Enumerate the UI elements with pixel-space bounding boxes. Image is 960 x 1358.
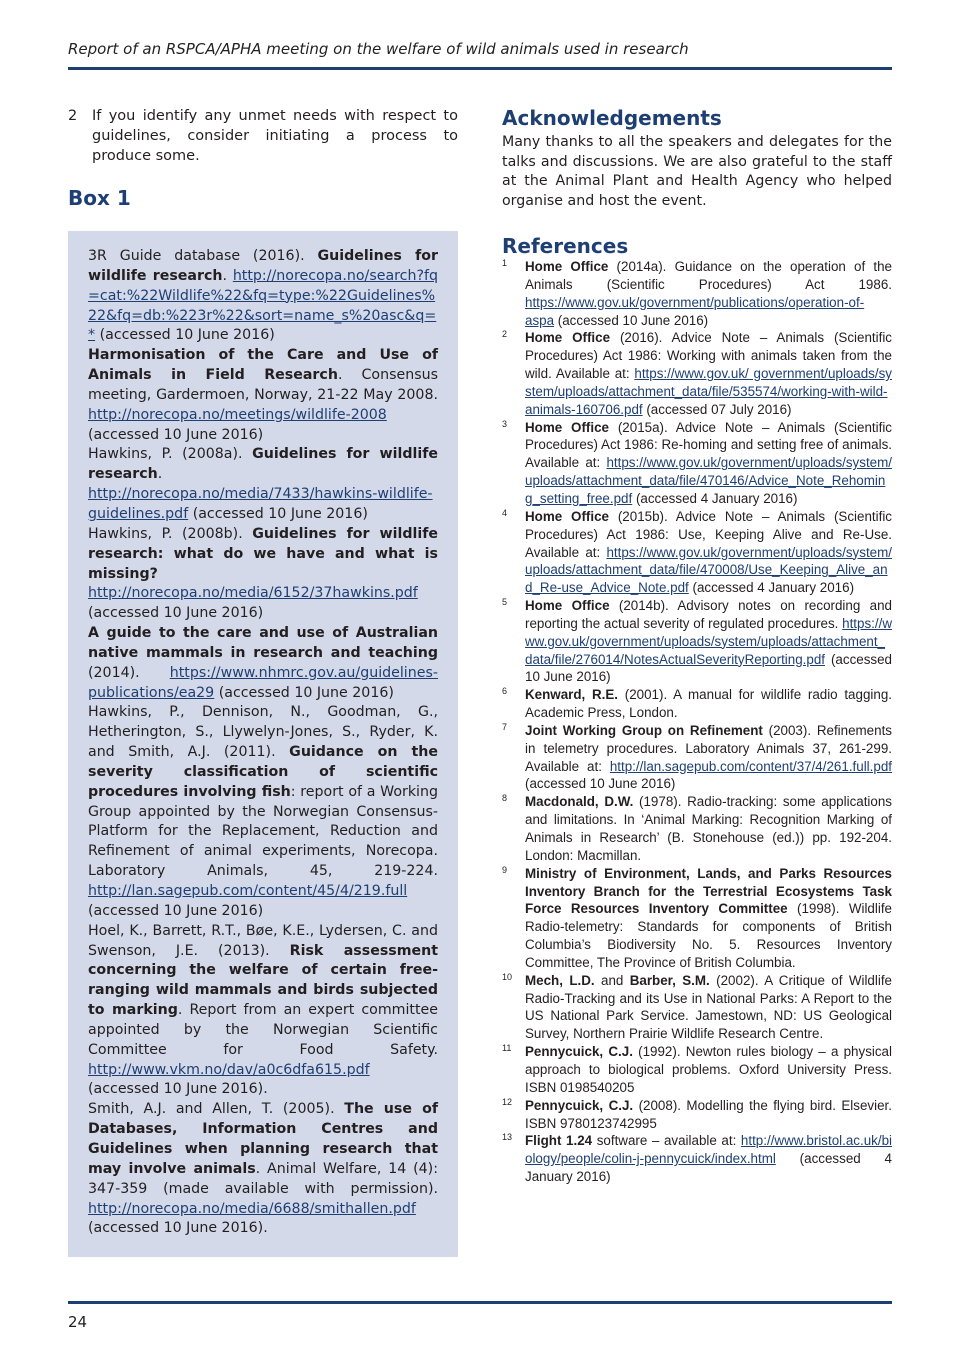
list-number: 2 [68,108,78,124]
reference-link[interactable]: http://norecopa.no/media/7433/hawkins-wildlife-guidelines.pdf [88,486,433,522]
reference-link[interactable]: http://norecopa.no/media/6688/smithallen.pdf [88,1200,416,1217]
reference-item: 6 Kenward, R.E. (2001). A manual for wildlife radio tagging. Academic Press, London. [502,686,892,721]
reference-link[interactable]: https://www.gov.uk/government/uploads/system/uploads/attachment_data/file/276014/NotesActualSeverityReporting.pdf [525,615,892,667]
reference-link[interactable]: https://www.gov.uk/government/uploads/system/uploads/attachment_data/file/470146/Advice_Note_Rehoming_setting_free.pdf [525,455,892,506]
reference-link[interactable]: https://www.nhmrc.gov.au/guidelines-publications/ea29 [88,664,438,701]
acknowledgements-heading: Acknowledgements [502,106,722,130]
footer-rule [68,1301,892,1304]
box-entry: Hawkins, P. (2008b). Guidelines for wildlife research: what do we have and what is missing? http://norecopa.no/media/6152/37hawkins.pdf (accessed 10 June 2016) [88,525,438,622]
reference-link[interactable]: https://www.gov.uk/government/publications/operation-of-aspa [525,294,865,328]
reference-item: 9 Ministry of Environment, Lands, and Parks Resources Inventory Branch for the Terrestrial Ecosystems Task Force Resources Inventory Committee (1998). Wildlife Radio-telemetry: Standards for components of British Columbia’s Biodiversity No. 5. Resources Inventory Committee, The Province of British Columbia. [502,864,892,970]
reference-item: 4 Home Office (2015b). Advice Note – Animals (Scientific Procedures) Act 1986: Use, Keeping Alive and Re-Use. Available at: https://www.gov.uk/government/uploads/system/uploads/attachment_data/file/470008/Use_Keeping_Alive_and_Re-use_Advice_Note.pdf (accessed 4 January 2016) [502,507,893,596]
reference-item: 7 Joint Working Group on Refinement (2003). Refinements in telemetry procedures. Laboratory Animals 37, 261-299. Available at: http://lan.sagepub.com/content/37/4/261.full.pdf (accessed 10 June 2016) [502,721,892,792]
reference-link[interactable]: https://www.gov.uk/government/uploads/system/uploads/attachment_data/file/470008/Use_Keeping_Alive_and_Re-use_Advice_Note.pdf [525,544,892,596]
box-entry: A guide to the care and use of Australian native mammals in research and teaching (2014). https://www.nhmrc.gov.au/guidelines-publications/ea29 (accessed 10 June 2016) [88,625,438,701]
box-entry: Smith, A.J. and Allen, T. (2005). The use of Databases, Information Centres and Guidelines when planning research that may involve animals. Animal Welfare, 14 (4): 347-359 (made available with permission). http://norecopa.no/media/6688/smithallen.pdf (accessed 10 June 2016). [88,1101,438,1237]
reference-link[interactable]: http://www.vkm.no/dav/a0c6dfa615.pdf [88,1061,370,1078]
reference-link[interactable]: http://norecopa.no/media/6152/37hawkins.pdf [88,585,418,602]
box-entry: Harmonisation of the Care and Use of Animals in Field Research. Consensus meeting, Gardermoen, Norway, 21-22 May 2008. http://norecopa.no/meetings/wildlife-2008 (accessed 10 June 2016) [88,347,438,443]
reference-link[interactable]: http://lan.sagepub.com/content/37/4/261.full.pdf [609,758,892,774]
reference-item: 5 Home Office (2014b). Advisory notes on recording and reporting the actual severity of regulated procedures. https://www.gov.uk/government/uploads/system/uploads/attachment_data/file/276014/NotesActualSeverityReporting.pdf (accessed 10 June 2016) [502,597,892,685]
box-entry: Hawkins, P. (2008a). Guidelines for wildlife research. http://norecopa.no/media/7433/hawkins-wildlife-guidelines.pdf (accessed 10 June 2016) [88,446,438,522]
reference-item: 13 Flight 1.24 software – available at: http://www.bristol.ac.uk/biology/people/colin-j-pennycuick/index.html (accessed 4 January 2016) [502,1132,892,1185]
running-header: Report of an RSPCA/APHA meeting on the welfare of wild animals used in research [68,40,689,58]
reference-link[interactable]: https://www.gov.uk/ government/uploads/system/uploads/attachment_data/file/535574/working-with-wild-animals-160706.pdf [525,366,892,417]
references-list [502,258,892,1186]
reference-item: 2 Home Office (2016). Advice Note – Animals (Scientific Procedures) Act 1986: Working with animals taken from the wild. Available at: https://www.gov.uk/ government/uploads/system/uploads/attachment_data/file/535574/working-with-wild-animals-160706.pdf (accessed 07 July 2016) [502,329,892,417]
reference-item: 8 Macdonald, D.W. (1978). Radio-tracking: some applications and limitations. In ‘Animal Marking: Recognition Marking of Animals in Research’ (B. Stonehouse (ed.)) pp. 192-204. London: Macmillan. [502,793,892,863]
acknowledgements-text: Many thanks to all the speakers and delegates for the talks and discussions. We are also grateful to the staff at the Animal Plant and Health Agency who helped organise and host the event. [502,134,892,210]
list-item [68,106,458,166]
page-number: 24 [68,1313,88,1331]
left-column [68,106,458,166]
reference-link[interactable]: http://www.bristol.ac.uk/biology/people/colin-j-pennycuick/index.html [525,1133,892,1167]
box-title: Box 1 [68,186,131,210]
list-item-text: If you identify any unmet needs with respect to guidelines, consider initiating a process to produce some. [92,108,458,164]
reference-link[interactable]: http://norecopa.no/meetings/wildlife-2008 [88,406,387,423]
box-entry: Hoel, K., Barrett, R.T., Bøe, K.E., Lydersen, C. and Swenson, J.E. (2013). Risk assessment concerning the welfare of certain free-ranging wild mammals and birds subjected to marking. Report from an expert committee appointed by the Norwegian Scientific Committee for Food Safety. http://www.vkm.no/dav/a0c6dfa615.pdf (accessed 10 June 2016). [88,922,438,1098]
reference-item: 1 Home Office (2014a). Guidance on the operation of the Animals (Scientific Procedures) Act 1986. https://www.gov.uk/government/publications/operation-of-aspa (accessed 10 June 2016) [502,258,892,328]
references-heading: References [502,234,629,258]
box-entry: 3R Guide database (2016). Guidelines for wildlife research. http://norecopa.no/search?fq=cat:%22Wildlife%22&fq=type:%22Guidelines%22&fq=db:%223r%22&sort=name_s%20asc&q=* (accessed 10 June 2016) [88,248,438,344]
reference-item: 12 Pennycuick, C.J. (2008). Modelling the flying bird. Elsevier. ISBN 9780123742995 [502,1096,892,1131]
header-rule [68,67,892,70]
box-1-panel [68,231,458,1257]
reference-link[interactable]: http://norecopa.no/search?fq=cat:%22Wildlife%22&fq=type:%22Guidelines%22&fq=db:%223r%22&sort=name_s%20asc&q=* [88,267,438,344]
box-entry: Hawkins, P., Dennison, N., Goodman, G., Hetherington, S., Llywelyn-Jones, S., Ryder, K. and Smith, A.J. (2011). Guidance on the severity classification of scientific procedures involving fish: report of a Working Group appointed by the Norwegian Consensus-Platform for the Replacement, Reduction and Refinement of animal experiments, Norecopa. Laboratory Animals, 45, 219-224. http://lan.sagepub.com/content/45/4/219.full (accessed 10 June 2016) [88,704,438,919]
reference-item: 10 Mech, L.D. and Barber, S.M. (2002). A Critique of Wildlife Radio-Tracking and its Use in National Parks: A Report to the US National Park Service. Jamestown, ND: US Geological Survey, Northern Prairie Wildlife Research Centre. [502,971,892,1042]
reference-item: 11 Pennycuick, C.J. (1992). Newton rules biology – a physical approach to biological problems. Oxford University Press. ISBN 0198540205 [502,1043,892,1095]
reference-item: 3 Home Office (2015a). Advice Note – Animals (Scientific Procedures) Act 1986: Re-homing and setting free of animals. Available at: https://www.gov.uk/government/uploads/system/uploads/attachment_data/file/470146/Advice_Note_Rehoming_setting_free.pdf (accessed 4 January 2016) [502,418,893,506]
reference-link[interactable]: http://lan.sagepub.com/content/45/4/219.full [88,883,408,899]
